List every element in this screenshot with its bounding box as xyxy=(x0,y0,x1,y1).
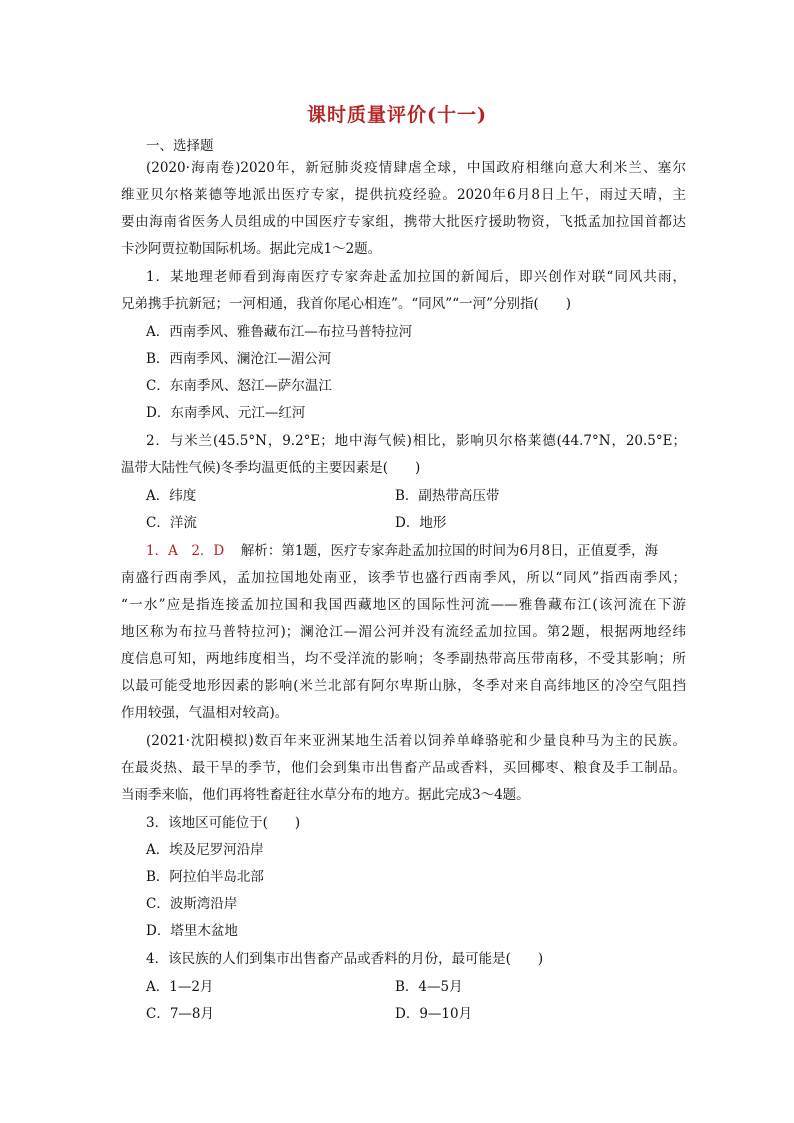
question-4: 4．该民族的人们到集市出售畜产品或香料的月份，最可能是( ) xyxy=(146,951,544,967)
q3-option-d: D．塔里木盆地 xyxy=(146,923,238,939)
analysis-line: 作用较强，气温相对较高)。 xyxy=(121,705,289,721)
page-title: 课时质量评价(十一) xyxy=(307,104,487,126)
q4-option-b: B．4—5月 xyxy=(395,979,463,995)
q1-option-b: B．西南季风、澜沧江—湄公河 xyxy=(146,351,332,367)
analysis-line: 南盛行西南季风，孟加拉国地处南亚，该季节也盛行西南季风，所以“同风”指西南季风； xyxy=(121,570,686,586)
answer-key: 1．A 2．D xyxy=(146,543,225,559)
q3-option-c: C．波斯湾沿岸 xyxy=(146,896,238,912)
section-heading: 一、选择题 xyxy=(146,138,214,154)
q2-option-c: C．洋流 xyxy=(146,515,197,531)
analysis-line: 度信息可知，两地纬度相当，均不受洋流的影响；冬季副热带高压带南移，不受其影响；所 xyxy=(121,651,686,667)
q4-option-c: C．7—8月 xyxy=(146,1006,215,1022)
passage1-line: 维亚贝尔格莱德等地派出医疗专家，提供抗疫经验。2020年6月8日上午，雨过天晴，主 xyxy=(121,187,686,203)
q4-option-a: A．1—2月 xyxy=(146,979,214,995)
q4-option-d: D．9—10月 xyxy=(395,1006,473,1022)
q3-option-a: A．埃及尼罗河沿岸 xyxy=(146,842,264,858)
answer-analysis-line xyxy=(146,541,658,561)
analysis-line: 以最可能受地形因素的影响(米兰北部有阿尔卑斯山脉，冬季对来自高纬地区的冷空气阻挡 xyxy=(121,678,686,694)
passage2-line: 当雨季来临，他们再将牲畜赶往水草分布的地方。据此完成3～4题。 xyxy=(121,787,530,803)
q1-option-a: A．西南季风、雅鲁藏布江—布拉马普特拉河 xyxy=(146,324,413,340)
q1-option-d: D．东南季风、元江—红河 xyxy=(146,405,306,421)
passage1-line: 要由海南省医务人员组成的中国医疗专家组，携带大批医疗援助物资，飞抵孟加拉国首都达 xyxy=(121,214,686,230)
question-1: 兄弟携手抗新冠；一河相通，我首你尾心相连”。“同风”“一河”分别指( ) xyxy=(121,296,572,312)
q2-option-d: D．地形 xyxy=(395,515,447,531)
analysis-line: “一水”应是指连接孟加拉国和我国西藏地区的国际性河流——雅鲁藏布江(该河流在下游 xyxy=(121,597,686,613)
passage1-line: (2020·海南卷)2020年，新冠肺炎疫情肆虐全球，中国政府相继向意大利米兰、塞尔 xyxy=(146,160,686,176)
q2-option-b: B．副热带高压带 xyxy=(395,488,500,504)
question-2: 温带大陆性气候)冬季均温更低的主要因素是( ) xyxy=(121,460,421,476)
question-1: 1．某地理老师看到海南医疗专家奔赴孟加拉国的新闻后，即兴创作对联“同风共雨， xyxy=(146,269,686,285)
question-2: 2．与米兰(45.5°N，9.2°E；地中海气候)相比，影响贝尔格莱德(44.7°N，20.5°E； xyxy=(146,433,686,449)
question-3: 3．该地区可能位于( ) xyxy=(146,815,301,831)
q3-option-b: B．阿拉伯半岛北部 xyxy=(146,869,264,885)
q1-option-c: C．东南季风、怒江—萨尔温江 xyxy=(146,378,332,394)
q2-option-a: A．纬度 xyxy=(146,488,197,504)
analysis-text: 解析：第1题，医疗专家奔赴孟加拉国的时间为6月8日，正值夏季，海 xyxy=(240,543,659,559)
analysis-line: 地区称为布拉马普特拉河)；澜沧江—湄公河并没有流经孟加拉国。第2题，根据两地经纬 xyxy=(121,624,686,640)
passage2-line: (2021·沈阳模拟)数百年来亚洲某地生活着以饲养单峰骆驼和少量良种马为主的民族。 xyxy=(146,733,686,749)
passage1-line: 卡沙阿贾拉勒国际机场。据此完成1～2题。 xyxy=(121,241,382,257)
passage2-line: 在最炎热、最干旱的季节，他们会到集市出售畜产品或香料，买回椰枣、粮食及手工制品。 xyxy=(121,760,686,776)
